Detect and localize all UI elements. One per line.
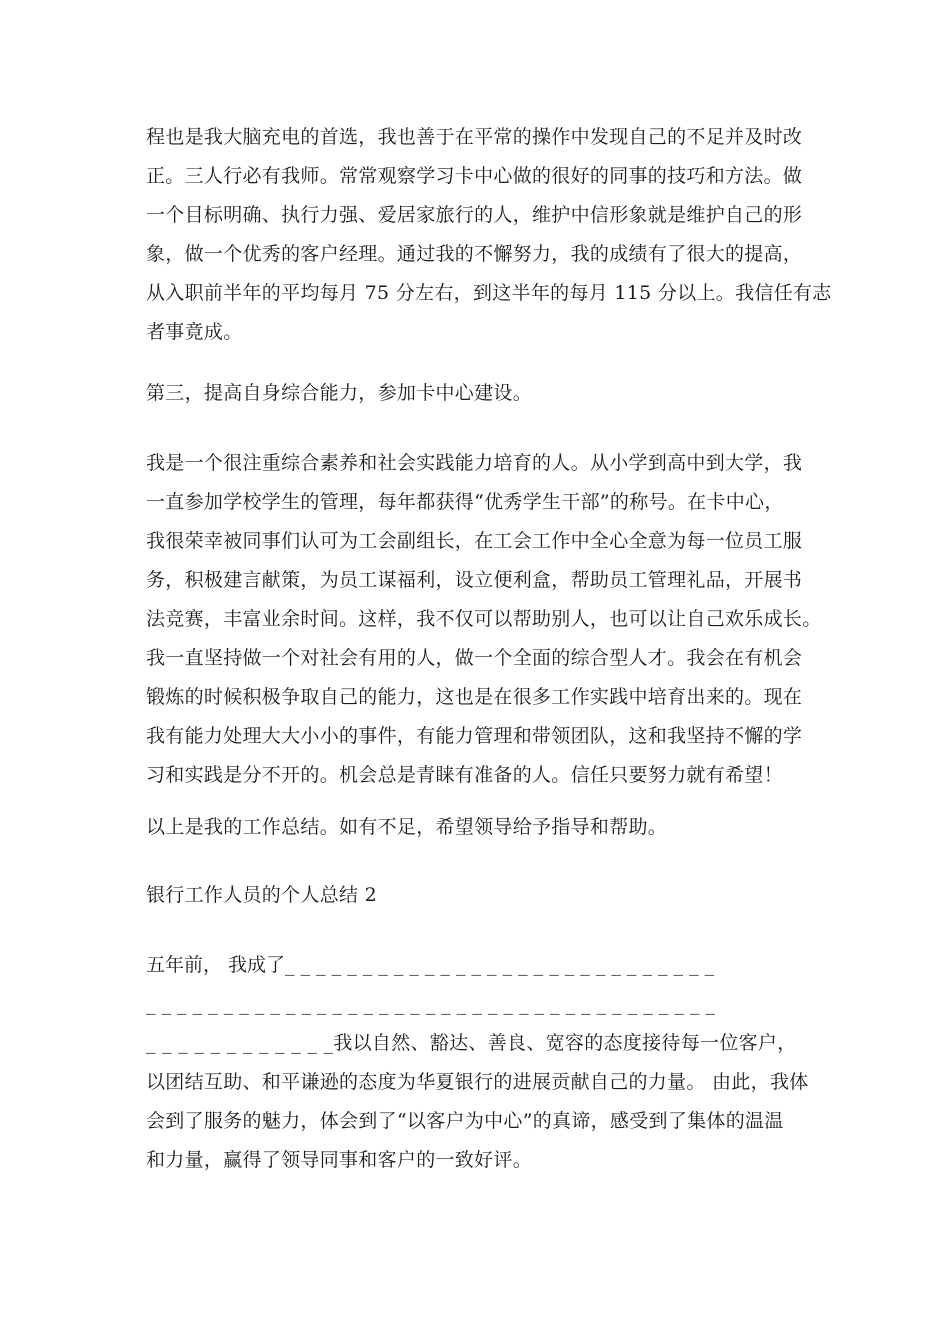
text-line: 我一直坚持做一个对社会有用的人，做一个全面的综合型人才。我会在有机会: [146, 647, 803, 669]
text-line: 第三，提高自身综合能力，参加卡中心建设。: [146, 382, 533, 404]
text-line: 五年前， 我成了_ _ _ _ _ _ _ _ _ _ _ _ _ _ _ _ _ _ _ _ _ _ _ _ _ _ _ _: [146, 954, 715, 976]
text-line: 和力量，赢得了领导同事和客户的一致好评。: [146, 1149, 533, 1171]
paragraph-comprehensive-ability: [146, 444, 822, 795]
text-line: 锻炼的时候积极争取自己的能力，这也是在很多工作实践中培育出来的。现在: [146, 686, 803, 708]
text-line: 以团结互助、和平谦逊的态度为华夏银行的进展贡献自己的力量。 由此，我体: [146, 1071, 809, 1093]
text-line: 正。三人行必有我师。常常观察学习卡中心做的很好的同事的技巧和方法。做: [146, 165, 803, 187]
paragraph-five-years-ago: [146, 946, 806, 1024]
text-line: 我是一个很注重综合素养和社会实践能力培育的人。从小学到高中到大学，我: [146, 452, 803, 474]
paragraph-closing: [146, 808, 806, 847]
text-line: 一个目标明确、执行力强、爱居家旅行的人，维护中信形象就是维护自己的形: [146, 204, 803, 226]
text-line: _ _ _ _ _ _ _ _ _ _ _ _ _ _ _ _ _ _ _ _ _ _ _ _ _ _ _ _ _ _ _ _ _ _ _ _ _: [146, 993, 715, 1015]
text-line: 银行工作人员的个人总结 2: [146, 884, 378, 906]
section-title-summary-2: [146, 876, 806, 915]
text-line: 从入职前半年的平均每月 75 分左右，到这半年的每月 115 分以上。我信任有志: [146, 282, 832, 304]
section-heading-third: [146, 374, 806, 413]
text-line: 法竞赛，丰富业余时间。这样，我不仅可以帮助别人，也可以让自己欢乐成长。: [146, 608, 822, 630]
paragraph-service-attitude: [146, 1024, 809, 1180]
text-line: 一直参加学校学生的管理，每年都获得“优秀学生干部”的称号。在卡中心，: [146, 491, 784, 513]
text-line: 我很荣幸被同事们认可为工会副组长，在工会工作中全心全意为每一位员工服: [146, 530, 803, 552]
text-line: 会到了服务的魅力，体会到了“以客户为中心”的真谛，感受到了集体的温温: [146, 1110, 784, 1132]
text-line: 务，积极建言献策，为员工谋福利，设立便利盒，帮助员工管理礼品，开展书: [146, 569, 803, 591]
text-line: 以上是我的工作总结。如有不足，希望领导给予指导和帮助。: [146, 816, 668, 838]
text-line: 习和实践是分不开的。机会总是青睐有准备的人。信任只要努力就有希望！: [146, 764, 783, 786]
text-line: 象，做一个优秀的客户经理。通过我的不懈努力，我的成绩有了很大的提高，: [146, 243, 803, 265]
text-line: 程也是我大脑充电的首选，我也善于在平常的操作中发现自己的不足并及时改: [146, 126, 803, 148]
text-line: _ _ _ _ _ _ _ _ _ _ _ _我以自然、豁达、善良、宽容的态度接待每一位客户，: [146, 1032, 797, 1054]
text-line: 者事竟成。: [146, 321, 243, 343]
text-line: 我有能力处理大大小小的事件，有能力管理和带领团队，这和我坚持不懈的学: [146, 725, 803, 747]
paragraph-study-habits: [146, 118, 832, 352]
